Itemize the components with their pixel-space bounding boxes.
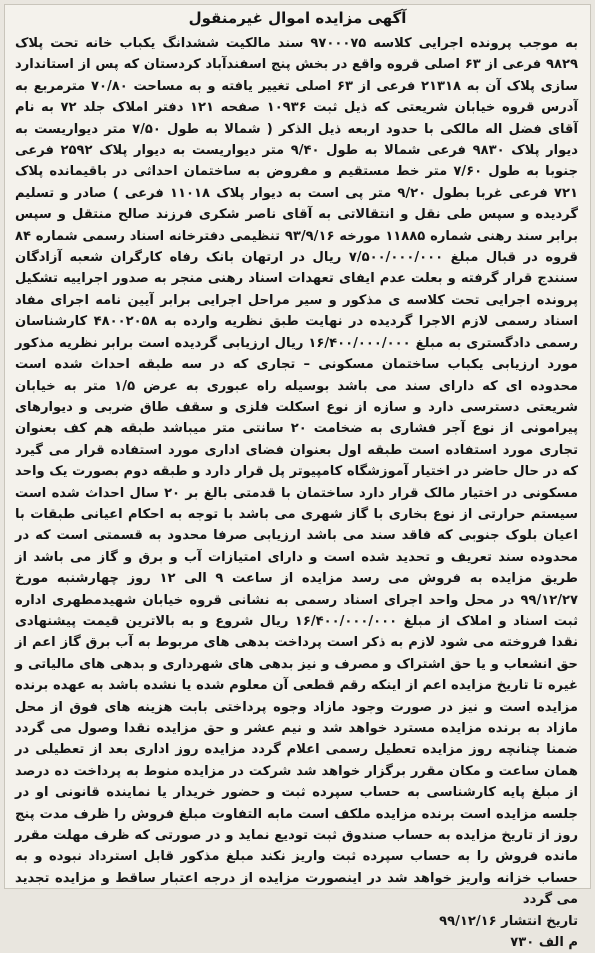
notice-body: به موجب پرونده اجرایی کلاسه ۹۷۰۰۰۷۵ سند مالکیت ششدانگ یکباب خانه تحت پلاک ۹۸۲۹ فرعی از ۶۳ اصلی قروه واقع در بخش پنج اسفندآباد کردستان که پس از استاندارد سازی پلاک آن به ۲۱۳۱۸ فرعی از ۶۳ اصلی تغییر یافته و به مساحت ۷۰/۸۰ مترمربع به آدرس قروه خیابان شریعتی که ذیل ثبت ۱۰۹۳۶ صفحه ۱۲۱ دفتر املاک جلد ۷۲ به نام آقای فضل اله مالکی با حدود اربعه ذیل الذکر ( شمالا به طول ۷/۵۰ متر دیواریست به دیوار پلاک ۹۸۳۰ فرعی شمالا به طول ۹/۴۰ متر دیواریست به دیوار پلاک ۲۵۹۲ فرعی جنوبا به طول ۷/۶۰ متر خط مستقیم و مفروض به ساختمان احداثی در باقیمانده پلاک ۷۲۱ فرعی غربا بطول ۹/۲۰ متر پی است به دیوار پلاک ۱۱۰۱۸ فرعی ) صادر و تسلیم گردیده و سپس طی نقل و انتقالاتی به آقای ناصر شکری فرزند صالح منتقل و سپس برابر سند رهنی شماره ۱۱۸۸۵ مورخه ۹۳/۹/۱۶ تنظیمی دفترخانه اسناد رسمی شماره ۸۴ قروه در قبال مبلغ ۷/۵۰۰/۰۰۰/۰۰۰ ریال در ارتهان بانک رفاه کارگران شعبه آزادگان سنندج قرار گرفته و بعلت عدم ایفای تعهدات اسناد رهنی منجر به صدور اجراییه تشکیل پرونده اجرایی تحت کلاسه ی مذکور و سیر مراحل اجرایی برابر آیین نامه اجرای مفاد اسناد رسمی لازم الاجرا گردیده در نهایت طبق نظریه وارده به ۴۸۰۰۲۰۵۸ کارشناسان رسمی دادگستری به مبلغ ۱۶/۴۰۰/۰۰۰/۰۰۰ ریال ارزیابی گردیده است برابر نظریه مذکور مورد ارزیابی یکباب ساختمان مسکونی – تجاری که در سه طبقه احداث شده است محدوده ای که دارای سند می باشد بوسیله راه عبوری به عرض ۱/۵ متر به خیابان شریعتی دسترسی دارد و سازه از نوع اسکلت فلزی و سقف طاق ضربی و دیوارهای پیرامونی از نوع آجر فشاری به ضخامت ۲۰ سانتی متر میباشد طبقه هم کف بعنوان تجاری مورد استفاده است طبقه اول بعنوان فضای اداری مورد استفاده قرار می گیرد که در حال حاضر در اختیار آموزشگاه کامپیوتر پل قرار دارد و طبقه دوم بصورت یک واحد مسکونی در اختیار مالک قرار دارد ساختمان با قدمتی بالغ بر ۲۰ سال احداث شده است سیستم حرارتی از نوع بخاری با گاز شهری می باشد با توجه به احکام اعیانی طبقات با اعیان بلوک جنوبی که فاقد سند می باشد ارزیابی صرفا محدود به قسمتی است که در محدوده سند تعریف و تحدید شده است و دارای امتیازات آب و برق و گاز می باشد از طریق مزایده به فروش می رسد مزایده از ساعت ۹ الی ۱۲ روز چهارشنبه مورخ ۹۹/۱۲/۲۷ در محل واحد اجرای اسناد رسمی به نشانی قروه خیابان شهیدمطهری اداره ثبت اسناد و املاک از مبلغ ۱۶/۴۰۰/۰۰۰/۰۰۰ ریال شروع و به بالاترین قیمت پیشنهادی نقدا فروخته می شود لازم به ذکر است پرداخت بدهی های مربوط به آب برق گاز اعم از حق انشعاب و یا حق اشتراک و مصرف و نیز بدهی های شهرداری و بدهی های مالیاتی و غیره تا تاریخ مزایده اعم از اینکه رقم قطعی آن معلوم شده یا نشده باشد به عهده برنده مزایده است و نیز در صورت وجود مازاد وجوه پرداختی بابت هزینه های فوق از محل مازاد به برنده مزایده مسترد خواهد شد و نیم عشر و حق مزایده نقدا وصول می گردد ضمنا چنانچه روز مزایده تعطیل رسمی اعلام گردد مزایده روز اداری بعد از تعطیلی در همان ساعت و مکان مقرر برگزار خواهد شد شرکت در مزایده منوط به پرداخت ده درصد از مبلغ پایه کارشناسی به حساب سپرده ثبت و حضور خریدار یا نماینده قانونی او در جلسه مزایده است برنده مزایده ملکف است مابه التفاوت مبلغ فروش را ظرف مدت پنج روز از تاریخ مزایده به حساب صندوق ثبت تودیع نماید و در صورتی که ظرف مهلت مقرر مانده فروش را به حساب سپرده ثبت واریز نکند مبلغ مذکور قابل استرداد نبوده و به حساب خزانه واریز خواهد شد در اینصورت مزایده از درجه اعتبار ساقط و مزایده تجدید می گردد — [15, 36, 579, 908]
notice-title: آگهی مزایده اموال غیرمنقول — [188, 9, 407, 27]
publish-date: تاریخ انتشار ۹۹/۱۲/۱۶ — [439, 913, 578, 929]
reference-number: م الف ۷۳۰ — [510, 935, 578, 951]
newspaper-clipping — [4, 4, 591, 951]
